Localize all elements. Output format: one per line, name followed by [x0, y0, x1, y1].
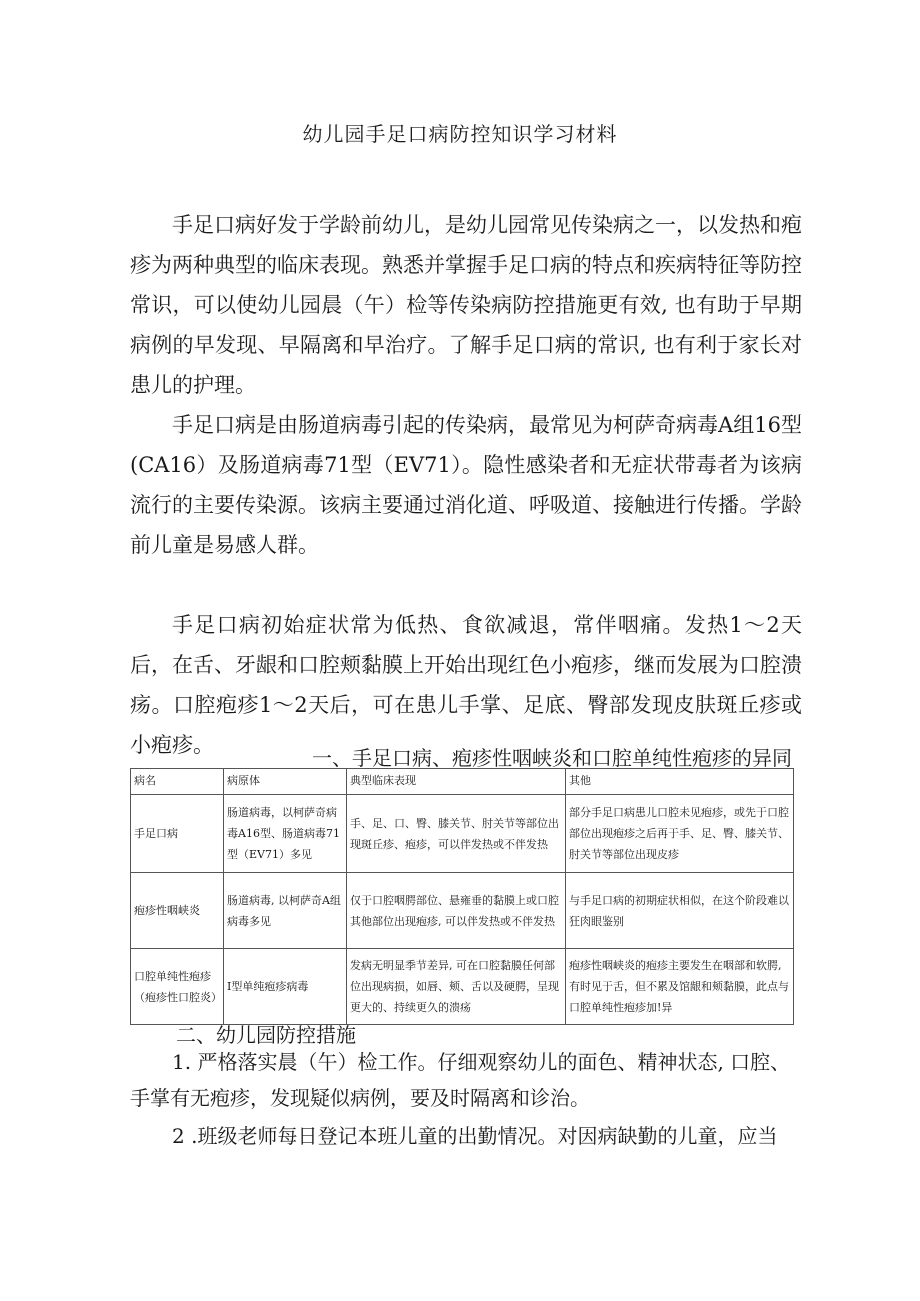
table-row [131, 873, 794, 949]
table-cell: 手、足、口、臀、膝关节、肘关节等部位出现斑丘疹、疱疹，可以伴发热或不伴发热 [347, 795, 566, 873]
header-clinical: 典型临床表现 [347, 769, 566, 795]
intro-paragraph: 手足口病好发于学龄前幼儿，是幼儿园常见传染病之一，以发热和疱疹为两种典型的临床表现。熟悉并掌握手足口病的特点和疾病特征等防控常识，可以使幼儿园晨（午）检等传染病防控措施更有效, 也有助于早期病例的早发现、早隔离和早治疗。了解手足口病的常识, 也有利于家长对患儿的护理。 [130, 213, 802, 397]
table-cell: 手足口病 [131, 795, 224, 873]
table-cell: 仅于口腔咽腭部位、悬雍垂的黏膜上或口腔其他部位出现疱疹, 可以伴发热或不伴发热 [347, 873, 566, 949]
pathogen-paragraph: 手足口病是由肠道病毒引起的传染病，最常见为柯萨奇病毒A组16型(CA16）及肠道病毒71型（EV71）。隐性感染者和无症状带毒者为该病流行的主要传染源。该病主要通过消化道、呼吸道、接触进行传播。学龄前儿童是易感人群。 [130, 413, 802, 557]
table-cell: 口腔单纯性疱疹（疱疹性口腔炎） [131, 949, 224, 1025]
table-cell: 疱疹性咽峡炎的疱疹主要发生在咽部和软腭, 有时见于舌，但不累及馆龈和颊黏膜，此点与口腔单纯性疱疹加!异 [566, 949, 794, 1025]
table-cell: I型单纯疱疹病毒 [224, 949, 347, 1025]
header-pathogen: 病原体 [224, 769, 347, 795]
measure-item: 2 .班级老师每日登记本班儿童的出勤情况。对因病缺勤的儿童，应当 [172, 1124, 778, 1148]
table-cell: 部分手足口病患儿口腔未见疱疹，或先于口腔部位出现疱疹之后再于手、足、臀、膝关节、肘关节等部位出现皮疹 [566, 795, 794, 873]
comparison-table [130, 768, 794, 1025]
table-header-row [131, 769, 794, 795]
measure-item: 1. 严格落实晨（午）检工作。仔细观察幼儿的面色、精神状态, 口腔、手掌有无疱疹，发现疑似病例，要及时隔离和诊治。 [130, 1050, 791, 1110]
table-cell: 发病无明显季节差异, 可在口腔黏膜任何部位出现病损，如唇、颊、舌以及硬腭，呈现更大的、持续更久的溃疡 [347, 949, 566, 1025]
table-cell: 肠道病毒，以柯萨奇病毒A16型、肠道病毒71型（EV71）多见 [224, 795, 347, 873]
header-disease: 病名 [131, 769, 224, 795]
table-row [131, 795, 794, 873]
symptom-paragraph: 手足口病初始症状常为低热、食欲减退，常伴咽痛。发热1～2天后，在舌、牙龈和口腔颊黏膜上开始出现红色小疱疹，继而发展为口腔溃疡。口腔疱疹1～2天后，可在患儿手掌、足底、臀部发现皮肤斑丘疹或小疱疹。 [130, 613, 802, 757]
table-cell: 疱疹性咽峡炎 [131, 873, 224, 949]
measures-heading: 二、幼儿园防控措施 [176, 1023, 356, 1047]
table-title: 一、手足口病、疱疹性咽峡炎和口腔单纯性疱疹的异同 [312, 746, 792, 770]
table-cell: 与手足口病的初期症状相似，在这个阶段难以狂肉眼鉴别 [566, 873, 794, 949]
table-row [131, 949, 794, 1025]
document-title: 幼儿园手足口病防控知识学习材料 [302, 122, 618, 146]
header-other: 其他 [566, 769, 794, 795]
table-cell: 肠道病毒, 以柯萨奇A组病毒多见 [224, 873, 347, 949]
